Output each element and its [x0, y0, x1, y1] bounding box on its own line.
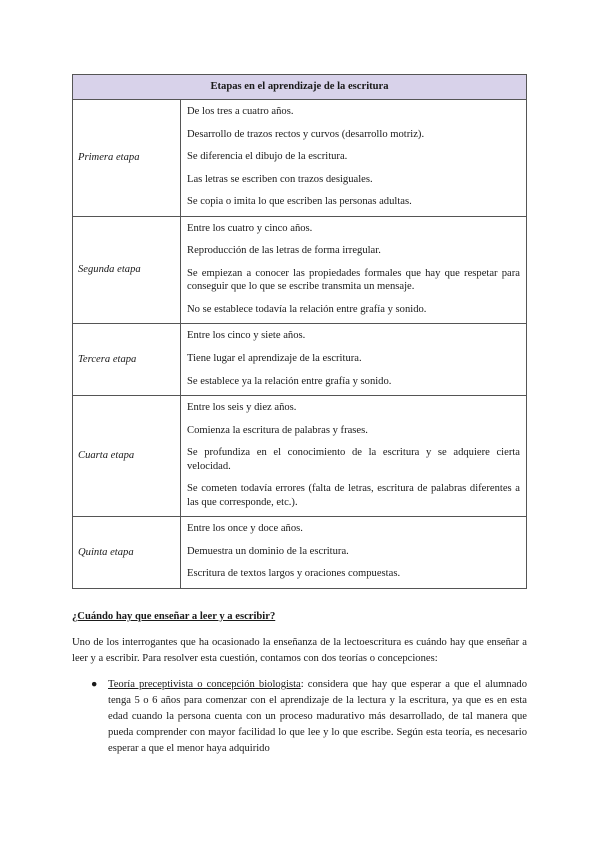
table-row — [73, 216, 527, 324]
stage-item: Se profundiza en el conocimiento de la escritura y se adquiere cierta velocidad. — [187, 447, 520, 472]
stage-item: Tiene lugar el aprendizaje de la escritura. — [187, 353, 362, 365]
table-row — [73, 517, 527, 589]
theories-list — [72, 677, 527, 757]
table-title: Etapas en el aprendizaje de la escritura — [73, 75, 527, 100]
stage-items — [181, 517, 527, 589]
stage-item: No se establece todavía la relación entre grafía y sonido. — [187, 303, 427, 315]
body-section — [72, 609, 527, 757]
table-header-row — [73, 75, 527, 100]
stage-items — [181, 100, 527, 217]
stage-name: Quinta etapa — [73, 517, 181, 589]
stage-item: Se diferencia el dibujo de la escritura. — [187, 151, 348, 163]
theory-text: : considera que hay que esperar a que el alumnado tenga 5 o 6 años para comenzar con el aprendizaje de la lectura y la escritura, ya que es en esta edad cuando la persona cuenta con un proceso madurativo más desarrollado, de tal manera que pueda comprender con mayor facilidad lo que lee y lo que escribe. Según esta teoría, es necesario esperar a que el menor haya adquirido — [108, 679, 528, 754]
section-heading: ¿Cuándo hay que enseñar a leer y a escribir? — [72, 611, 276, 622]
theory-term: Teoría preceptivista o concepción biologista — [108, 679, 301, 690]
intro-paragraph: Uno de los interrogantes que ha ocasionado la enseñanza de la lectoescritura es cuándo hay que enseñar a leer y a escribir. Para resolver esta cuestión, contamos con dos teorías o concepciones: — [72, 637, 527, 664]
stage-item: Escritura de textos largos y oraciones compuestas. — [187, 568, 401, 580]
writing-stages-table — [72, 74, 527, 589]
stage-name: Cuarta etapa — [73, 396, 181, 517]
bullet-icon: ● — [91, 679, 98, 690]
stage-item: Entre los cuatro y cinco años. — [187, 222, 313, 234]
stage-item: Se empiezan a conocer las propiedades formales que hay que respetar para conseguir que lo que se escribe transmita un mensaje. — [187, 267, 520, 293]
table-row — [73, 396, 527, 517]
stage-item: Reproducción de las letras de forma irregular. — [187, 245, 381, 257]
table-row — [73, 324, 527, 396]
stage-item: Se copia o imita lo que escriben las personas adultas. — [187, 196, 412, 208]
stage-item: Demuestra un dominio de la escritura. — [187, 545, 349, 557]
stage-name: Segunda etapa — [73, 216, 181, 324]
stage-item: Se cometen todavía errores (falta de letras, escritura de palabras diferentes a las que corresponde, etc.). — [187, 483, 520, 508]
stage-item: De los tres a cuatro años. — [187, 106, 294, 117]
stage-item: Entre los once y doce años. — [187, 523, 303, 535]
stage-items — [181, 396, 527, 517]
stage-item: Comienza la escritura de palabras y frases. — [187, 424, 368, 436]
table-row — [73, 100, 527, 217]
stage-name: Tercera etapa — [73, 324, 181, 396]
stage-item: Desarrollo de trazos rectos y curvos (desarrollo motriz). — [187, 128, 425, 140]
stage-item: Las letras se escriben con trazos desiguales. — [187, 173, 373, 185]
stage-items — [181, 216, 527, 324]
stage-item: Entre los cinco y siete años. — [187, 330, 306, 342]
stage-items — [181, 324, 527, 396]
stage-item: Entre los seis y diez años. — [187, 402, 297, 414]
list-item — [91, 677, 528, 757]
stage-name: Primera etapa — [73, 100, 181, 217]
stage-item: Se establece ya la relación entre grafía y sonido. — [187, 375, 392, 387]
